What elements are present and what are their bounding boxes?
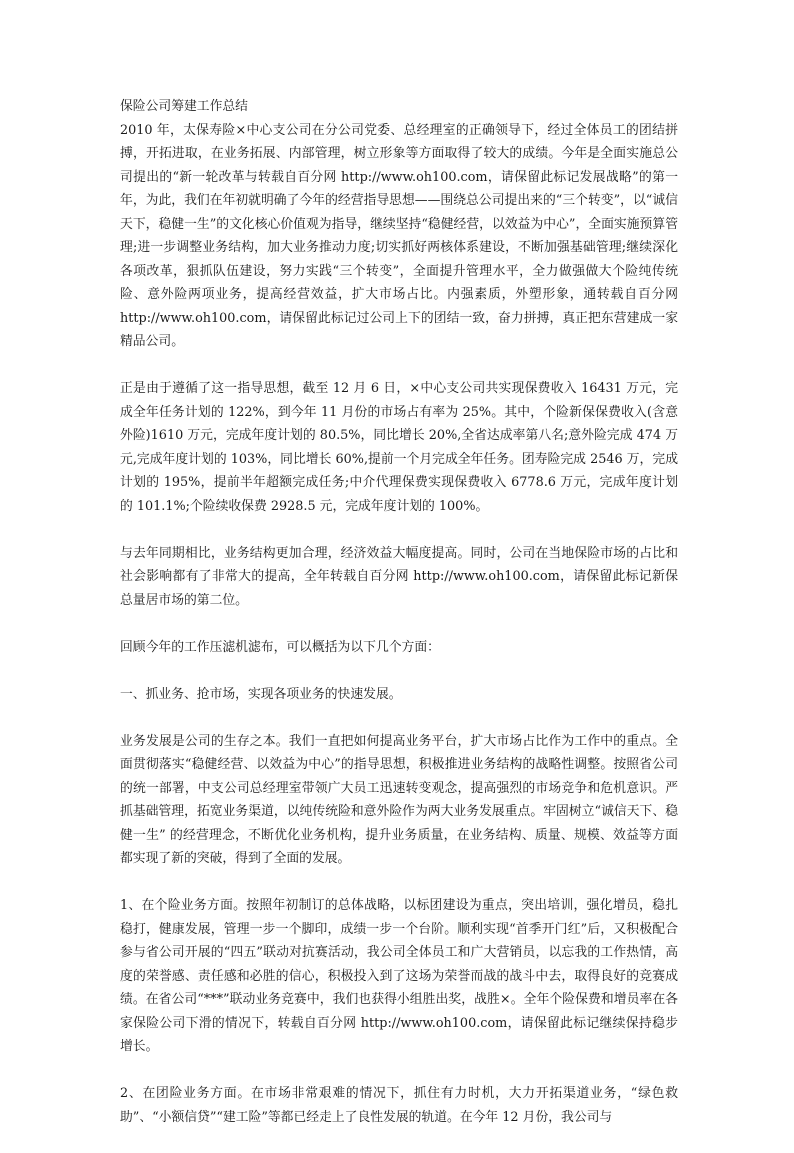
document-body — [120, 95, 678, 1153]
paragraph: 2010 年，太保寿险×中心支公司在分公司党委、总经理室的正确领导下，经过全体员工的团结拼搏，开拓进取，在业务拓展、内部管理，树立形象等方面取得了较大的成绩。今年是全面实施总公司提出的“新一轮改革与转载自百分网 http://www.oh100.com，请保留此标记发展战略”的第一年，为此，我们在年初就明确了今年的经营指导思想——围绕总公司提出来的“三个转变”，以“诚信天下，稳健一生”的文化核心价值观为指导，继续坚持“稳健经营，以效益为中心”，全面实施预算管理;进一步调整业务结构，加大业务推动力度;切实抓好两核体系建设，不断加强基础管理;继续深化各项改革，狠抓队伍建设，努力实践“三个转变”，全面提升管理水平，全力做强做大个险纯传统险、意外险两项业务，提高经营效益，扩大市场占比。内强素质，外塑形象，通转载自百分网 http://www.oh100.com，请保留此标记过公司上下的团结一致，奋力拼搏，真正把东营建成一家精品公司。 — [120, 122, 678, 349]
paragraph: 2、在团险业务方面。在市场非常艰难的情况下，抓住有力时机，大力开拓渠道业务，“绿色救助”、“小额信贷”“建工险”等都已经走上了良性发展的轨道。在今年 12 月份，我公司与 — [120, 1086, 678, 1125]
paragraph: 与去年同期相比，业务结构更加合理，经济效益大幅度提高。同时，公司在当地保险市场的占比和社会影响都有了非常大的提高，全年转载自百分网 http://www.oh100.com，请保留此标记新保总量居市场的第二位。 — [120, 545, 678, 608]
paragraph: 正是由于遵循了这一指导思想，截至 12 月 6 日，×中心支公司共实现保费收入 16431 万元，完成全年任务计划的 122%，到今年 11 月份的市场占有率为 25%。其中，个险新保保费收入(含意外险)1610 万元，完成年度计划的 80.5%，同比增长 20%,全省达成率第八名;意外险完成 474 万元,完成年度计划的 103%，同比增长 60%,提前一个月完成全年任务。团寿险完成 2546 万，完成计划的 195%，提前半年超额完成任务;中介代理保费实现保费收入 6778.6 万元，完成年度计划的 101.1%;个险续收保费 2928.5 元，完成年度计划的 100%。 — [120, 381, 678, 514]
paragraph: 回顾今年的工作压滤机滤布，可以概括为以下几个方面： — [120, 639, 440, 655]
paragraph: 业务发展是公司的生存之本。我们一直把如何提高业务平台，扩大市场占比作为工作中的重点。全面贯彻落实“稳健经营、以效益为中心”的指导思想，积极推进业务结构的战略性调整。按照省公司的统一部署，中支公司总经理室带领广大员工迅速转变观念，提高强烈的市场竞争和危机意识。严抓基础管理，拓宽业务渠道，以纯传统险和意外险作为两大业务发展重点。牢固树立“诚信天下、稳健一生” 的经营理念，不断优化业务机构，提升业务质量，在业务结构、质量、规模、效益等方面都实现了新的突破，得到了全面的发展。 — [120, 733, 678, 866]
document-title: 保险公司筹建工作总结 — [120, 99, 248, 114]
paragraph: 1、在个险业务方面。按照年初制订的总体战略，以标团建设为重点，突出培训，强化增员，稳扎稳打，健康发展，管理一步一个脚印，成绩一步一个台阶。顺利实现“首季开门红”后，又积极配合参与省公司开展的“四五”联动对抗赛活动，我公司全体员工和广大营销员，以忘我的工作热情，高度的荣誉感、责任感和必胜的信心，积极投入到了这场为荣誉而战的战斗中去，取得良好的竞赛成绩。在省公司“***”联动业务竞赛中，我们也获得小组胜出奖，战胜×。全年个险保费和增员率在各家保险公司下滑的情况下，转载自百分网 http://www.oh100.com，请保留此标记继续保持稳步增长。 — [120, 898, 678, 1054]
section-heading: 一、抓业务、抢市场，实现各项业务的快速发展。 — [120, 686, 402, 702]
